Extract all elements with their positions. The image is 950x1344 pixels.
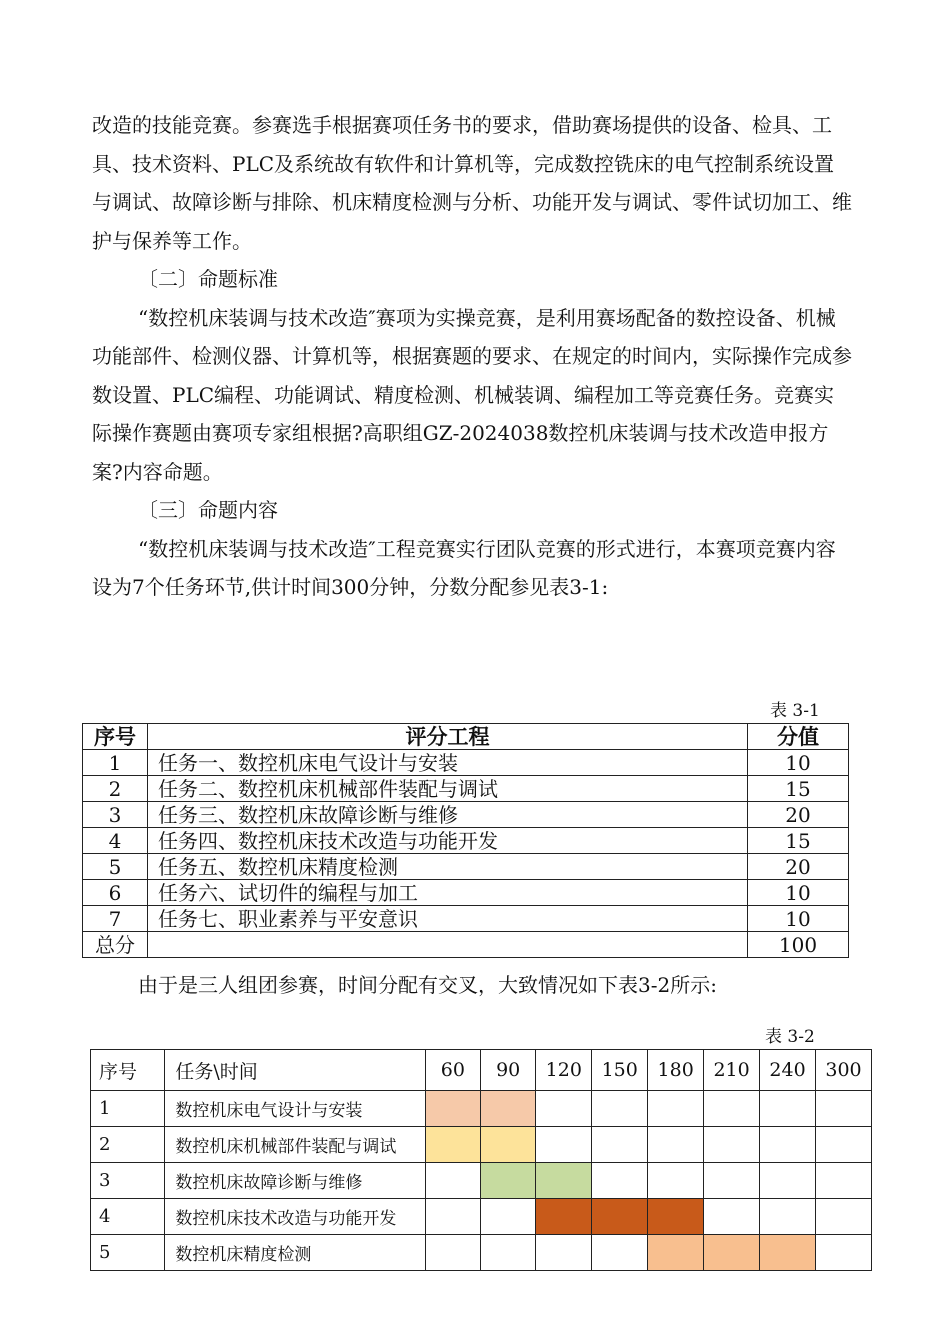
row-number: 3 — [91, 1163, 165, 1199]
task-name: 任务六、试切件的编程与加工 — [148, 880, 748, 906]
row-number: 3 — [83, 802, 148, 828]
time-slot — [425, 1199, 480, 1235]
body-text — [92, 106, 852, 607]
time-slot — [704, 1091, 760, 1127]
paragraph-intro: 改造的技能竞赛。参赛选手根据赛项任务书的要求，借助赛场提供的设备、检具、工具、技术资料、PLC及系统故有软件和计算机等，完成数控铣床的电气控制系统设置与调试、故障诊断与排除、机床精度检测与分析、功能开发与调试、零件试切加工、维护与保养等工作。 — [92, 113, 852, 253]
header-cell: 序号 — [83, 724, 148, 750]
row-number: 6 — [83, 880, 148, 906]
schedule-row — [91, 1163, 872, 1199]
time-header-cell: 60 — [425, 1050, 480, 1091]
task-name: 数控机床精度检测 — [165, 1235, 425, 1271]
task-name: 任务四、数控机床技术改造与功能开发 — [148, 828, 748, 854]
total-value: 100 — [748, 932, 849, 958]
score-value: 10 — [748, 880, 849, 906]
time-slot — [816, 1163, 872, 1199]
time-slot — [816, 1127, 872, 1163]
score-value: 10 — [748, 906, 849, 932]
time-slot — [648, 1091, 704, 1127]
time-slot-filled — [648, 1199, 704, 1235]
table-row — [83, 828, 849, 854]
table-row — [83, 854, 849, 880]
time-slot — [704, 1163, 760, 1199]
schedule-header-row — [91, 1050, 872, 1091]
time-slot — [481, 1199, 536, 1235]
time-slot — [704, 1127, 760, 1163]
score-value: 20 — [748, 854, 849, 880]
time-slot — [704, 1199, 760, 1235]
time-slot-filled — [481, 1127, 536, 1163]
time-header-cell: 210 — [704, 1050, 760, 1091]
row-number: 7 — [83, 906, 148, 932]
time-slot — [592, 1091, 648, 1127]
row-number: 2 — [91, 1127, 165, 1163]
schedule-row — [91, 1235, 872, 1271]
time-slot — [592, 1163, 648, 1199]
row-number: 4 — [91, 1199, 165, 1235]
row-number: 2 — [83, 776, 148, 802]
time-slot-filled — [425, 1127, 480, 1163]
header-cell: 分值 — [748, 724, 849, 750]
row-number: 1 — [91, 1091, 165, 1127]
time-slot-filled — [536, 1199, 592, 1235]
time-slot — [648, 1163, 704, 1199]
total-label: 总分 — [83, 932, 148, 958]
section-heading-3: 〔三〕命题内容 — [138, 498, 278, 522]
time-slot-filled — [536, 1163, 592, 1199]
time-header-cell: 240 — [760, 1050, 816, 1091]
header-cell: 任务\时间 — [165, 1050, 425, 1091]
time-slot — [816, 1235, 872, 1271]
schedule-row — [91, 1127, 872, 1163]
table2-caption: 表 3-2 — [765, 1027, 815, 1047]
schedule-table — [90, 1049, 872, 1271]
table-total-row — [83, 932, 849, 958]
score-value: 10 — [748, 750, 849, 776]
task-name: 任务一、数控机床电气设计与安装 — [148, 750, 748, 776]
task-name: 任务三、数控机床故障诊断与维修 — [148, 802, 748, 828]
paragraph-standard: “数控机床装调与技术改造″赛项为实操竞赛，是利用赛场配备的数控设备、机械功能部件、检测仪器、计算机等，根据赛题的要求、在规定的时间内，实际操作完成参数设置、PLC编程、功能调试、精度检测、机械装调、编程加工等竞赛任务。竞赛实际操作赛题由赛项专家组根据?高职组GZ-2024038数控机床装调与技术改造申报方案?内容命题。 — [92, 305, 852, 484]
time-slot-filled — [481, 1163, 536, 1199]
time-header-cell: 180 — [648, 1050, 704, 1091]
time-slot — [760, 1091, 816, 1127]
time-header-cell: 300 — [816, 1050, 872, 1091]
score-table — [82, 723, 849, 958]
table1-caption: 表 3-1 — [770, 701, 820, 721]
time-header-cell: 120 — [536, 1050, 592, 1091]
time-slot-filled — [704, 1235, 760, 1271]
total-empty — [148, 932, 748, 958]
table-row — [83, 802, 849, 828]
task-name: 任务二、数控机床机械部件装配与调试 — [148, 776, 748, 802]
schedule-row — [91, 1091, 872, 1127]
score-value: 15 — [748, 828, 849, 854]
time-slot-filled — [425, 1091, 480, 1127]
time-slot — [760, 1199, 816, 1235]
row-number: 1 — [83, 750, 148, 776]
time-slot — [592, 1127, 648, 1163]
time-slot-filled — [481, 1091, 536, 1127]
row-number: 5 — [83, 854, 148, 880]
time-header-cell: 90 — [481, 1050, 536, 1091]
time-slot-filled — [592, 1199, 648, 1235]
time-slot-filled — [760, 1235, 816, 1271]
task-name: 数控机床故障诊断与维修 — [165, 1163, 425, 1199]
task-name: 数控机床电气设计与安装 — [165, 1091, 425, 1127]
paragraph-content: “数控机床装调与技术改造″工程竞赛实行团队竞赛的形式进行，本赛项竞赛内容设为7个任务环节,供计时间300分钟，分数分配参见表3-1: — [92, 536, 836, 599]
table-row — [83, 906, 849, 932]
header-cell: 序号 — [91, 1050, 165, 1091]
table-row — [83, 776, 849, 802]
score-value: 20 — [748, 802, 849, 828]
time-slot — [592, 1235, 648, 1271]
time-slot-filled — [648, 1235, 704, 1271]
task-name: 任务五、数控机床精度检测 — [148, 854, 748, 880]
header-cell: 评分工程 — [148, 724, 748, 750]
schedule-row — [91, 1199, 872, 1235]
time-slot — [536, 1091, 592, 1127]
time-slot — [425, 1235, 480, 1271]
table-header-row — [83, 724, 849, 750]
table-row — [83, 750, 849, 776]
score-value: 15 — [748, 776, 849, 802]
table-row — [83, 880, 849, 906]
task-name: 任务七、职业素养与平安意识 — [148, 906, 748, 932]
row-number: 4 — [83, 828, 148, 854]
task-name: 数控机床机械部件装配与调试 — [165, 1127, 425, 1163]
time-slot — [536, 1127, 592, 1163]
row-number: 5 — [91, 1235, 165, 1271]
time-slot — [760, 1127, 816, 1163]
time-slot — [760, 1163, 816, 1199]
time-slot — [816, 1199, 872, 1235]
task-name: 数控机床技术改造与功能开发 — [165, 1199, 425, 1235]
section-heading-2: 〔二〕命题标准 — [138, 267, 278, 291]
time-slot — [816, 1091, 872, 1127]
time-slot — [481, 1235, 536, 1271]
time-header-cell: 150 — [592, 1050, 648, 1091]
paragraph-time-note: 由于是三人组团参赛，时间分配有交叉，大致情况如下表3-2所示: — [138, 973, 717, 997]
time-slot — [425, 1163, 480, 1199]
time-slot — [536, 1235, 592, 1271]
time-slot — [648, 1127, 704, 1163]
